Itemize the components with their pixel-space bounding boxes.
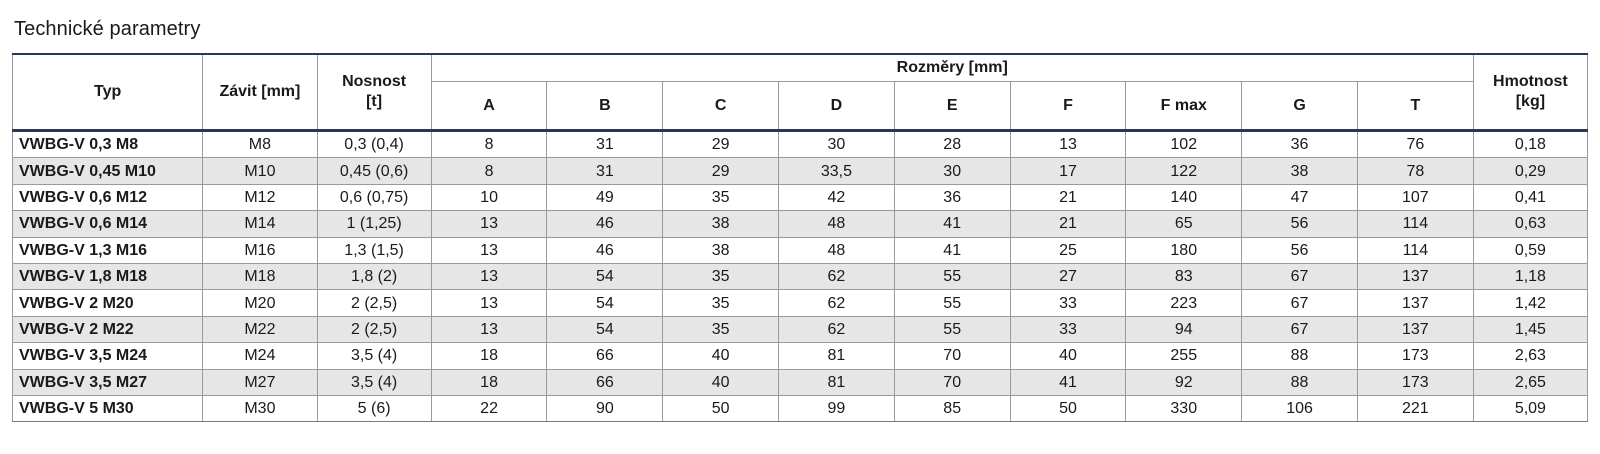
table-row bbox=[13, 343, 1588, 369]
header-dim-g: G bbox=[1242, 82, 1358, 131]
cell-dim-f: 13 bbox=[1010, 131, 1126, 158]
cell-dim-c: 50 bbox=[663, 395, 779, 421]
header-zavit: Závit [mm] bbox=[203, 54, 317, 131]
cell-zavit: M10 bbox=[203, 158, 317, 184]
cell-typ: VWBG-V 3,5 M27 bbox=[13, 369, 203, 395]
cell-dim-e: 41 bbox=[894, 211, 1010, 237]
cell-dim-b: 90 bbox=[547, 395, 663, 421]
cell-dim-a: 18 bbox=[431, 369, 547, 395]
section-title: Technické parametry bbox=[14, 18, 201, 40]
header-typ: Typ bbox=[13, 54, 203, 131]
header-rozmery: Rozměry [mm] bbox=[431, 54, 1473, 82]
table-row bbox=[13, 237, 1588, 263]
cell-dim-f-max: 330 bbox=[1126, 395, 1242, 421]
header-hmotnost-line1: Hmotnost bbox=[1493, 73, 1568, 90]
cell-dim-b: 46 bbox=[547, 237, 663, 263]
cell-dim-f-max: 83 bbox=[1126, 263, 1242, 289]
header-nosnost bbox=[317, 54, 431, 131]
cell-dim-e: 55 bbox=[894, 290, 1010, 316]
header-dim-a: A bbox=[431, 82, 547, 131]
cell-typ: VWBG-V 1,8 M18 bbox=[13, 263, 203, 289]
cell-dim-g: 67 bbox=[1242, 263, 1358, 289]
table-row bbox=[13, 158, 1588, 184]
cell-dim-g: 56 bbox=[1242, 237, 1358, 263]
cell-dim-b: 54 bbox=[547, 316, 663, 342]
cell-dim-f-max: 223 bbox=[1126, 290, 1242, 316]
table-row bbox=[13, 211, 1588, 237]
cell-dim-f-max: 255 bbox=[1126, 343, 1242, 369]
cell-typ: VWBG-V 1,3 M16 bbox=[13, 237, 203, 263]
cell-dim-f: 41 bbox=[1010, 369, 1126, 395]
cell-dim-c: 40 bbox=[663, 369, 779, 395]
cell-dim-f-max: 65 bbox=[1126, 211, 1242, 237]
cell-dim-t: 114 bbox=[1357, 211, 1473, 237]
header-dim-f: F bbox=[1010, 82, 1126, 131]
cell-hmotnost: 1,18 bbox=[1473, 263, 1587, 289]
cell-dim-c: 38 bbox=[663, 237, 779, 263]
cell-nosnost: 1 (1,25) bbox=[317, 211, 431, 237]
cell-dim-f-max: 102 bbox=[1126, 131, 1242, 158]
cell-dim-t: 173 bbox=[1357, 369, 1473, 395]
cell-dim-c: 35 bbox=[663, 263, 779, 289]
cell-dim-t: 78 bbox=[1357, 158, 1473, 184]
cell-dim-f: 21 bbox=[1010, 211, 1126, 237]
cell-zavit: M8 bbox=[203, 131, 317, 158]
cell-dim-a: 13 bbox=[431, 263, 547, 289]
cell-dim-e: 30 bbox=[894, 158, 1010, 184]
table-row bbox=[13, 290, 1588, 316]
cell-dim-d: 99 bbox=[779, 395, 895, 421]
cell-dim-f-max: 140 bbox=[1126, 184, 1242, 210]
cell-hmotnost: 2,65 bbox=[1473, 369, 1587, 395]
cell-dim-d: 33,5 bbox=[779, 158, 895, 184]
cell-dim-t: 137 bbox=[1357, 263, 1473, 289]
cell-dim-t: 221 bbox=[1357, 395, 1473, 421]
cell-nosnost: 0,45 (0,6) bbox=[317, 158, 431, 184]
table-row bbox=[13, 184, 1588, 210]
cell-dim-c: 35 bbox=[663, 316, 779, 342]
cell-dim-c: 29 bbox=[663, 131, 779, 158]
cell-dim-a: 13 bbox=[431, 316, 547, 342]
cell-zavit: M24 bbox=[203, 343, 317, 369]
cell-typ: VWBG-V 3,5 M24 bbox=[13, 343, 203, 369]
cell-dim-a: 13 bbox=[431, 211, 547, 237]
cell-dim-b: 46 bbox=[547, 211, 663, 237]
cell-dim-d: 62 bbox=[779, 316, 895, 342]
cell-dim-b: 54 bbox=[547, 263, 663, 289]
cell-zavit: M18 bbox=[203, 263, 317, 289]
cell-dim-b: 31 bbox=[547, 158, 663, 184]
cell-dim-g: 67 bbox=[1242, 290, 1358, 316]
cell-nosnost: 0,3 (0,4) bbox=[317, 131, 431, 158]
cell-dim-c: 38 bbox=[663, 211, 779, 237]
cell-dim-d: 81 bbox=[779, 343, 895, 369]
table-row bbox=[13, 369, 1588, 395]
header-dim-f-max: F max bbox=[1126, 82, 1242, 131]
cell-typ: VWBG-V 0,3 M8 bbox=[13, 131, 203, 158]
cell-dim-t: 173 bbox=[1357, 343, 1473, 369]
cell-dim-d: 48 bbox=[779, 237, 895, 263]
cell-dim-t: 107 bbox=[1357, 184, 1473, 210]
cell-dim-f: 33 bbox=[1010, 290, 1126, 316]
cell-dim-e: 85 bbox=[894, 395, 1010, 421]
cell-dim-f-max: 180 bbox=[1126, 237, 1242, 263]
cell-dim-f-max: 94 bbox=[1126, 316, 1242, 342]
cell-hmotnost: 1,42 bbox=[1473, 290, 1587, 316]
table-row bbox=[13, 316, 1588, 342]
cell-zavit: M22 bbox=[203, 316, 317, 342]
cell-zavit: M16 bbox=[203, 237, 317, 263]
cell-dim-f: 25 bbox=[1010, 237, 1126, 263]
cell-dim-f-max: 122 bbox=[1126, 158, 1242, 184]
cell-nosnost: 2 (2,5) bbox=[317, 290, 431, 316]
cell-dim-a: 8 bbox=[431, 131, 547, 158]
cell-nosnost: 3,5 (4) bbox=[317, 343, 431, 369]
cell-hmotnost: 0,59 bbox=[1473, 237, 1587, 263]
cell-dim-g: 36 bbox=[1242, 131, 1358, 158]
cell-hmotnost: 0,29 bbox=[1473, 158, 1587, 184]
cell-dim-b: 54 bbox=[547, 290, 663, 316]
header-dim-t: T bbox=[1357, 82, 1473, 131]
cell-dim-a: 13 bbox=[431, 237, 547, 263]
cell-dim-f: 21 bbox=[1010, 184, 1126, 210]
cell-dim-f: 50 bbox=[1010, 395, 1126, 421]
cell-zavit: M20 bbox=[203, 290, 317, 316]
cell-dim-a: 8 bbox=[431, 158, 547, 184]
cell-typ: VWBG-V 0,6 M14 bbox=[13, 211, 203, 237]
cell-dim-a: 22 bbox=[431, 395, 547, 421]
cell-dim-a: 18 bbox=[431, 343, 547, 369]
header-dim-b: B bbox=[547, 82, 663, 131]
cell-nosnost: 1,8 (2) bbox=[317, 263, 431, 289]
cell-dim-t: 137 bbox=[1357, 316, 1473, 342]
header-dim-e: E bbox=[894, 82, 1010, 131]
cell-dim-d: 62 bbox=[779, 263, 895, 289]
cell-dim-g: 47 bbox=[1242, 184, 1358, 210]
cell-dim-e: 70 bbox=[894, 343, 1010, 369]
cell-dim-t: 137 bbox=[1357, 290, 1473, 316]
cell-dim-t: 114 bbox=[1357, 237, 1473, 263]
cell-dim-g: 88 bbox=[1242, 369, 1358, 395]
cell-dim-b: 49 bbox=[547, 184, 663, 210]
cell-dim-d: 81 bbox=[779, 369, 895, 395]
cell-dim-g: 67 bbox=[1242, 316, 1358, 342]
cell-dim-c: 35 bbox=[663, 184, 779, 210]
table-row bbox=[13, 395, 1588, 421]
cell-zavit: M12 bbox=[203, 184, 317, 210]
cell-hmotnost: 0,63 bbox=[1473, 211, 1587, 237]
cell-dim-c: 35 bbox=[663, 290, 779, 316]
cell-dim-e: 36 bbox=[894, 184, 1010, 210]
cell-dim-d: 48 bbox=[779, 211, 895, 237]
cell-hmotnost: 1,45 bbox=[1473, 316, 1587, 342]
cell-dim-t: 76 bbox=[1357, 131, 1473, 158]
cell-dim-f: 27 bbox=[1010, 263, 1126, 289]
header-dim-d: D bbox=[779, 82, 895, 131]
cell-hmotnost: 0,41 bbox=[1473, 184, 1587, 210]
header-hmotnost-line2: [kg] bbox=[1515, 93, 1546, 110]
cell-typ: VWBG-V 2 M22 bbox=[13, 316, 203, 342]
cell-typ: VWBG-V 0,6 M12 bbox=[13, 184, 203, 210]
table-body bbox=[13, 131, 1588, 422]
cell-hmotnost: 0,18 bbox=[1473, 131, 1587, 158]
cell-dim-d: 30 bbox=[779, 131, 895, 158]
cell-dim-e: 28 bbox=[894, 131, 1010, 158]
table-header bbox=[13, 54, 1588, 131]
table-row bbox=[13, 131, 1588, 158]
cell-dim-a: 10 bbox=[431, 184, 547, 210]
cell-nosnost: 2 (2,5) bbox=[317, 316, 431, 342]
cell-dim-g: 106 bbox=[1242, 395, 1358, 421]
cell-dim-d: 62 bbox=[779, 290, 895, 316]
cell-dim-e: 55 bbox=[894, 263, 1010, 289]
cell-nosnost: 0,6 (0,75) bbox=[317, 184, 431, 210]
technical-parameters-table bbox=[12, 53, 1588, 422]
header-hmotnost bbox=[1473, 54, 1587, 131]
cell-dim-a: 13 bbox=[431, 290, 547, 316]
header-nosnost-line2: [t] bbox=[366, 93, 383, 110]
cell-dim-f: 17 bbox=[1010, 158, 1126, 184]
cell-dim-g: 88 bbox=[1242, 343, 1358, 369]
cell-dim-f-max: 92 bbox=[1126, 369, 1242, 395]
cell-hmotnost: 5,09 bbox=[1473, 395, 1587, 421]
cell-dim-c: 40 bbox=[663, 343, 779, 369]
cell-typ: VWBG-V 5 M30 bbox=[13, 395, 203, 421]
cell-zavit: M27 bbox=[203, 369, 317, 395]
header-nosnost-line1: Nosnost bbox=[342, 73, 407, 90]
cell-typ: VWBG-V 0,45 M10 bbox=[13, 158, 203, 184]
cell-dim-b: 66 bbox=[547, 343, 663, 369]
cell-zavit: M14 bbox=[203, 211, 317, 237]
cell-dim-e: 41 bbox=[894, 237, 1010, 263]
cell-dim-f: 40 bbox=[1010, 343, 1126, 369]
cell-typ: VWBG-V 2 M20 bbox=[13, 290, 203, 316]
cell-dim-b: 66 bbox=[547, 369, 663, 395]
cell-dim-g: 38 bbox=[1242, 158, 1358, 184]
header-dim-c: C bbox=[663, 82, 779, 131]
cell-dim-e: 70 bbox=[894, 369, 1010, 395]
cell-dim-f: 33 bbox=[1010, 316, 1126, 342]
table-row bbox=[13, 263, 1588, 289]
cell-dim-d: 42 bbox=[779, 184, 895, 210]
cell-hmotnost: 2,63 bbox=[1473, 343, 1587, 369]
cell-nosnost: 1,3 (1,5) bbox=[317, 237, 431, 263]
cell-nosnost: 5 (6) bbox=[317, 395, 431, 421]
cell-dim-b: 31 bbox=[547, 131, 663, 158]
cell-dim-e: 55 bbox=[894, 316, 1010, 342]
cell-zavit: M30 bbox=[203, 395, 317, 421]
cell-nosnost: 3,5 (4) bbox=[317, 369, 431, 395]
cell-dim-g: 56 bbox=[1242, 211, 1358, 237]
cell-dim-c: 29 bbox=[663, 158, 779, 184]
